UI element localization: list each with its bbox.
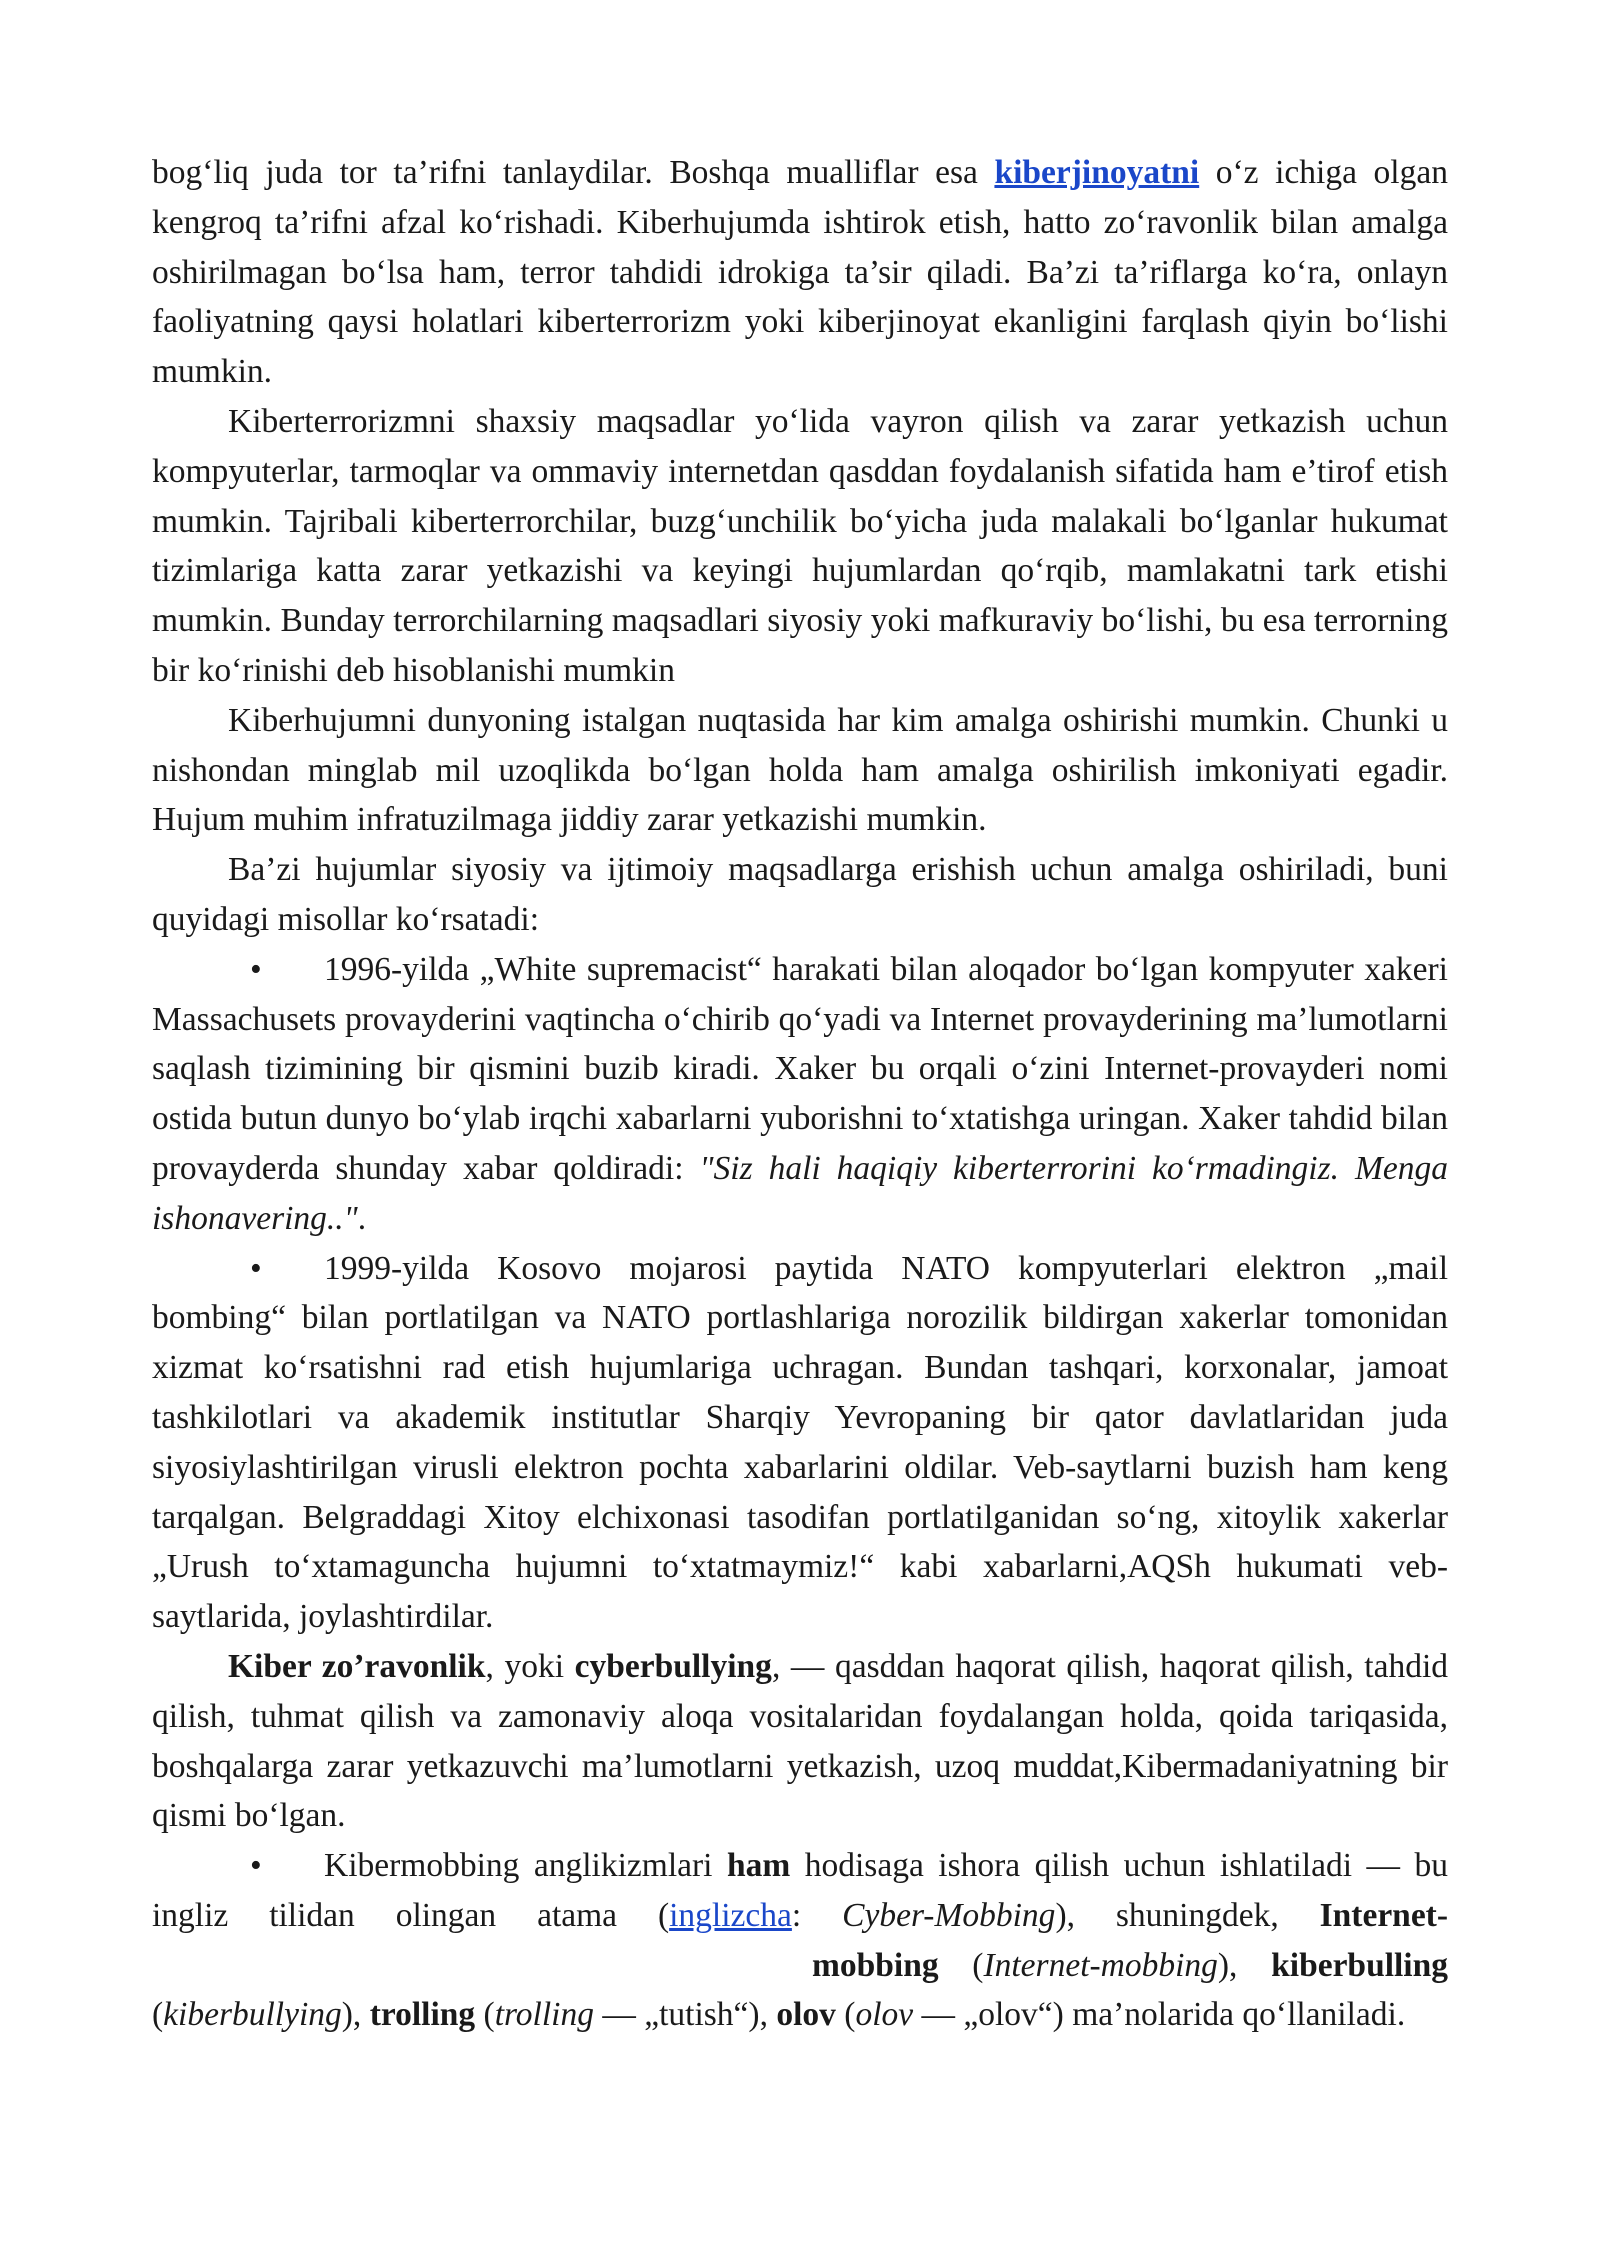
text: o‘z ichiga olgan kengroq ta’rifni afzal ko‘rishadi. Kiberhujumda ishtirok etish, hatto zo‘ravonlik bilan amalga oshirilmagan bo‘lsa ham, terror tahdidi idrokiga ta’sir qiladi. Ba’zi ta’riflarga ko‘ra, onlayn faoliyatning qaysi holatlari kiberterrorizm yoki kiberjinoyat ekanligini farqlash qiyin bo‘lishi mumkin.	[152, 154, 1448, 391]
paragraph-4: Ba’zi hujumlar siyosiy va ijtimoiy maqsadlarga erishish uchun amalga oshiriladi, buni quyidagi misollar ko‘rsatadi:	[152, 851, 1448, 938]
term-bold: olov	[776, 1996, 836, 2034]
term-bold: mobbing	[812, 1946, 939, 1984]
bullet-icon: •	[250, 1249, 262, 1287]
term-bold: Kiber zo’ravonlik	[228, 1647, 486, 1685]
quote-text: "Siz hali haqiqiy kiberterrorini ko‘rmadingiz. Menga ishonavering.."	[152, 1149, 1448, 1237]
text: ), shuningdek,	[1055, 1896, 1320, 1934]
term-italic: olov	[855, 1996, 914, 2034]
paragraph-5	[152, 1642, 1448, 1841]
text: .	[357, 1199, 367, 1237]
term-italic: trolling	[494, 1996, 594, 2034]
bullet-icon: •	[250, 1847, 262, 1885]
term-italic: Cyber-Mobbing	[842, 1896, 1056, 1934]
text: (	[475, 1996, 495, 2034]
text: Kibermobbing anglikizmlari	[324, 1847, 727, 1885]
bullet-icon: •	[250, 950, 262, 988]
text: , yoki	[485, 1647, 575, 1685]
text: , — qasddan haqorat qilish, haqorat qilish, tahdid qilish, tuhmat qilish va zamonaviy aloqa vositalaridan foydalangan holda, qoida tariqasida, boshqalarga zarar yetkazuvchi ma’lumotlarni yetkazish, uzoq muddat,Kibermadaniyatning bir qismi bo‘lgan.	[152, 1647, 1449, 1835]
text: ),	[341, 1996, 370, 2034]
paragraph-3: Kiberhujumni dunyoning istalgan nuqtasida har kim amalga oshirishi mumkin. Chunki u nishondan minglab mil uzoqlikda bo‘lgan holda ham amalga oshirilish imkoniyati egadir. Hujum muhim infratuzilmaga jiddiy zarar yetkazishi mumkin.	[152, 701, 1448, 839]
text: (	[835, 1996, 856, 2034]
term-italic: kiberbullying	[163, 1996, 342, 2034]
paragraph-1	[152, 148, 1448, 397]
text: :	[791, 1896, 843, 1934]
text: (	[152, 1996, 164, 2034]
text: 1996-yilda „White supremacist“ harakati bilan aloqador bo‘lgan kompyuter xakeri Massachusets provayderini vaqtincha o‘chirib qo‘yadi va Internet provayderining ma’lumotlarni saqlash tizimining bir qismini buzib kiradi. Xaker bu orqali o‘zini Internet-provayderi nomi ostida butun dunyo bo‘ylab irqchi xabarlarni yuborishni to‘xtatishga uringan. Xaker tahdid bilan provayderda shunday xabar qoldiradi:	[152, 950, 1448, 1187]
text: — „tutish“),	[593, 1996, 777, 2034]
term-bold: kiberbulling	[1271, 1946, 1448, 1984]
term-bold: ham	[726, 1847, 791, 1885]
text: — „olov“) ma’nolarida qo‘llaniladi.	[913, 1996, 1406, 2034]
list-item	[152, 945, 1448, 1244]
paragraph-2: Kiberterrorizmni shaxsiy maqsadlar yo‘lida vayron qilish va zarar yetkazish uchun kompyuterlar, tarmoqlar va ommaviy internetdan qasddan foydalanish sifatida ham e’tirof etish mumkin. Tajribali kiberterrorchilar, buzg‘unchilik bo‘yicha juda malakali bo‘lganlar hukumat tizimlariga katta zarar yetkazishi va keyingi hujumlardan qo‘rqib, mamlakatni tark etishi mumkin. Bunday terrorchilarning maqsadlari siyosiy yoki mafkuraviy bo‘lishi, bu esa terrorning bir ko‘rinishi deb hisoblanishi mumkin	[152, 402, 1448, 689]
text: ),	[1217, 1946, 1272, 1984]
text: 1999-yilda Kosovo mojarosi paytida NATO kompyuterlari elektron „mail bombing“ bilan portlatilgan va NATO portlashlariga norozilik bildirgan xakerlar tomonidan xizmat ko‘rsatishni rad etish hujumlariga uchragan. Bundan tashqari, korxonalar, jamoat tashkilotlari va akademik institutlar Sharqiy Yevropaning bir qator davlatlaridan juda siyosiylashtirilgan virusli elektron pochta xabarlarini oldilar. Veb-saytlarni buzish ham keng tarqalgan. Belgraddagi Xitoy elchixonasi tasodifan portlatilganidan so‘ng, xitoylik xakerlar „Urush to‘xtamaguncha hujumni to‘xtatmaymiz!“ kabi xabarlarni,AQSh hukumati veb-saytlarida, joylashtirdilar.	[152, 1249, 1448, 1636]
text: (	[938, 1946, 984, 1984]
text: hodisaga ishora qilish uchun ishlatiladi — bu ingliz tilidan olingan atama (	[152, 1847, 1448, 1934]
kiberjinoyat-link[interactable]: kiberjinoyatni	[994, 154, 1200, 191]
term-italic: Internet-mobbing	[983, 1946, 1218, 1984]
term-bold: cyberbullying	[574, 1647, 772, 1685]
list-item	[152, 1244, 1448, 1642]
inglizcha-link[interactable]: inglizcha	[669, 1896, 792, 1934]
term-bold: trolling	[369, 1996, 476, 2034]
list-item	[152, 1841, 1448, 2040]
term-bold: Internet-	[1319, 1896, 1448, 1934]
text: bog‘liq juda tor ta’rifni tanlaydilar. Boshqa mualliflar esa	[152, 154, 995, 191]
